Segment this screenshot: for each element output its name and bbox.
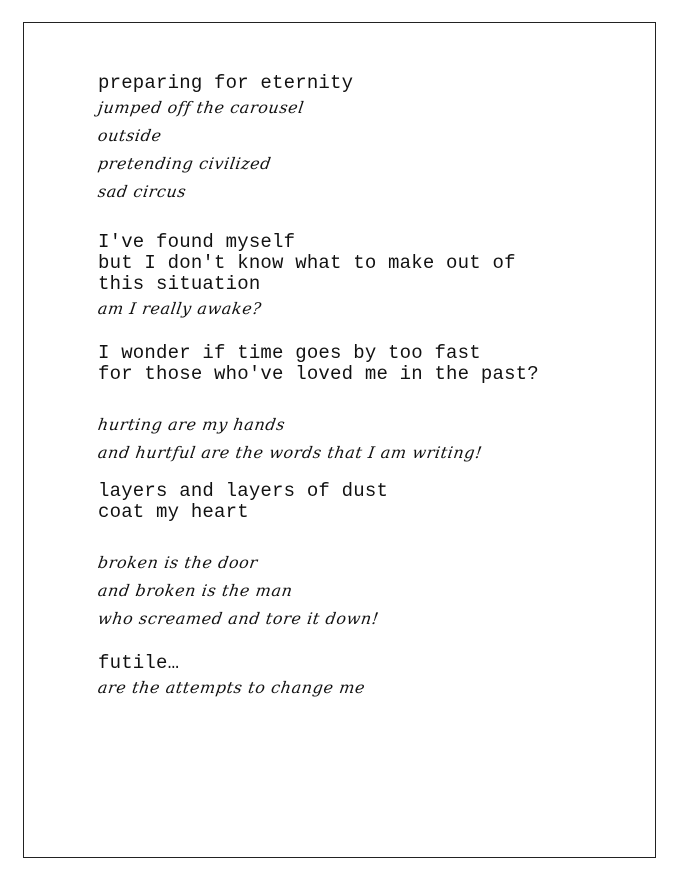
stanza-1 [98,73,643,206]
stanza-5 [98,481,643,523]
handwritten-line: who screamed and tore it down! [96,609,381,628]
stanza-7 [98,653,643,702]
stanza-4 [98,411,643,467]
handwritten-line: outside [96,126,164,145]
handwritten-line: jumped off the carousel [96,98,306,117]
stanza-gap [98,523,643,549]
typed-line: coat my heart [98,501,249,523]
handwritten-line: hurting are my hands [96,415,287,434]
handwritten-line: are the attempts to change me [96,678,367,697]
poem [98,73,643,702]
stanza-gap [98,385,643,411]
handwritten-line: broken is the door [96,553,260,572]
stanza-gap [98,467,643,481]
typed-line: but I don't know what to make out of [98,252,516,274]
typed-line: I've found myself [98,231,296,253]
handwritten-line: and broken is the man [96,581,294,600]
document-page [23,22,656,858]
handwritten-line: am I really awake? [96,299,263,318]
stanza-6 [98,549,643,633]
stanza-2 [98,232,643,323]
stanza-gap [98,206,643,232]
stanza-3 [98,343,643,385]
typed-line: for those who've loved me in the past? [98,363,539,385]
handwritten-line: pretending civilized [96,154,273,173]
typed-line: preparing for eternity [98,72,354,94]
handwritten-line: and hurtful are the words that I am writing! [96,443,484,462]
handwritten-line: sad circus [96,182,188,201]
typed-line: this situation [98,273,261,295]
stanza-gap [98,633,643,653]
typed-line: I wonder if time goes by too fast [98,342,481,364]
typed-line: layers and layers of dust [98,480,389,502]
typed-line: futile… [98,652,180,674]
stanza-gap [98,323,643,343]
